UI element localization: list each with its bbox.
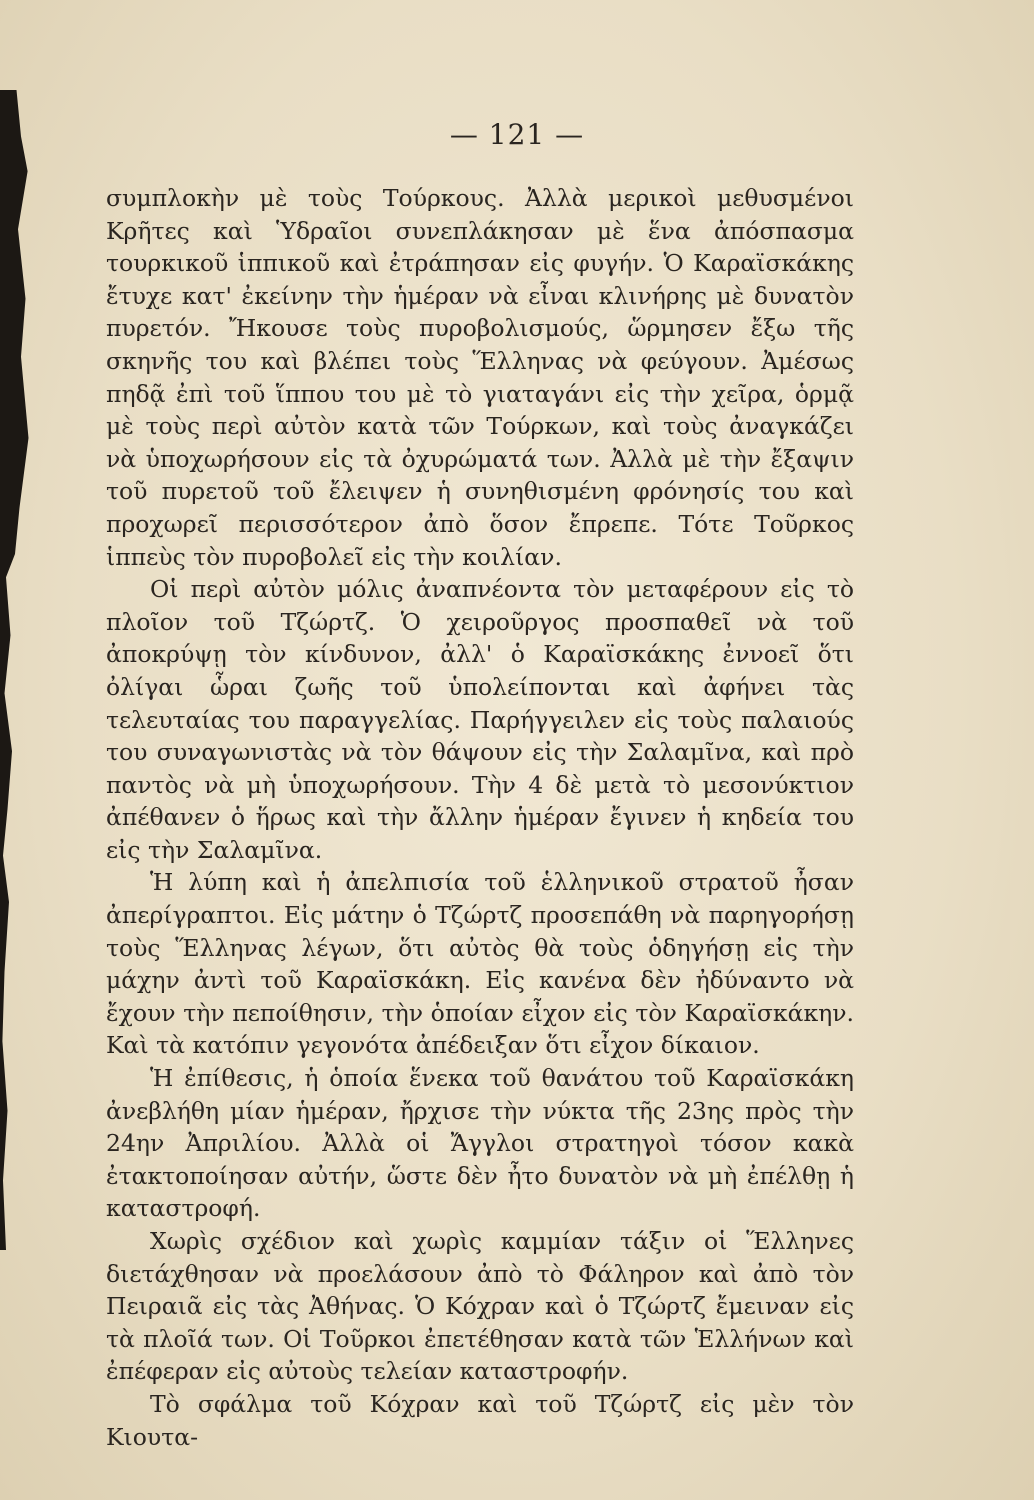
paragraph-2: Οἱ περὶ αὐτὸν μόλις ἀναπνέοντα τὸν μεταφέρουν εἰς τὸ πλοῖον τοῦ Τζώρτζ. Ὁ χειροῦργος προσπαθεῖ νὰ τοῦ ἀποκρύψῃ τὸν κίνδυνον, ἀλλ' ὁ Καραϊσκάκης ἐννοεῖ ὅτι ὀλίγαι ὧραι ζωῆς τοῦ ὑπολείπονται καὶ ἀφήνει τὰς τελευταίας του παραγγελίας. Παρήγγειλεν εἰς τοὺς παλαιούς του συναγωνιστὰς νὰ τὸν θάψουν εἰς τὴν Σαλαμῖνα, καὶ πρὸ παντὸς νὰ μὴ ὑποχωρήσουν. Τὴν 4 δὲ μετὰ τὸ μεσονύκτιον ἀπέθανεν ὁ ἥρως καὶ τὴν ἄλλην ἡμέραν ἔγινεν ἡ κηδεία του εἰς τὴν Σαλαμῖνα.	[106, 575, 854, 864]
body-text	[106, 182, 854, 1453]
paragraph-6: Τὸ σφάλμα τοῦ Κόχραν καὶ τοῦ Τζώρτζ εἰς μὲν τὸν Κιουτα-	[106, 1389, 854, 1451]
burned-page-edge	[0, 90, 30, 1250]
page-number: — 121 —	[449, 118, 585, 151]
paragraph-5: Χωρὶς σχέδιον καὶ χωρὶς καμμίαν τάξιν οἱ Ἕλληνες διετάχθησαν νὰ προελάσουν ἀπὸ τὸ Φάληρον καὶ ἀπὸ τὸν Πειραιᾶ εἰς τὰς Ἀθήνας. Ὁ Κόχραν καὶ ὁ Τζώρτζ ἔμειναν εἰς τὰ πλοῖά των. Οἱ Τοῦρκοι ἐπετέθησαν κατὰ τῶν Ἑλλήνων καὶ ἐπέφεραν εἰς αὐτοὺς τελείαν καταστροφήν.	[106, 1227, 854, 1386]
paragraph-3: Ἡ λύπη καὶ ἡ ἀπελπισία τοῦ ἑλληνικοῦ στρατοῦ ἦσαν ἀπερίγραπτοι. Εἰς μάτην ὁ Τζώρτζ προσεπάθη νὰ παρηγορήσῃ τοὺς Ἕλληνας λέγων, ὅτι αὐτὸς θὰ τοὺς ὁδηγήσῃ εἰς τὴν μάχην ἀντὶ τοῦ Καραϊσκάκη. Εἰς κανένα δὲν ἠδύναντο νὰ ἔχουν τὴν πεποίθησιν, τὴν ὁποίαν εἶχον εἰς τὸν Καραϊσκάκην. Καὶ τὰ κατόπιν γεγονότα ἀπέδειξαν ὅτι εἶχον δίκαιον.	[106, 868, 854, 1060]
paragraph-1: συμπλοκὴν μὲ τοὺς Τούρκους. Ἀλλὰ μερικοὶ μεθυσμένοι Κρῆτες καὶ Ὑδραῖοι συνεπλάκησαν μὲ ἕνα ἀπόσπασμα τουρκικοῦ ἱππικοῦ καὶ ἐτράπησαν εἰς φυγήν. Ὁ Καραϊσκάκης ἔτυχε κατ' ἐκείνην τὴν ἡμέραν νὰ εἶναι κλινήρης μὲ δυνατὸν πυρετόν. Ἤκουσε τοὺς πυροβολισμούς, ὥρμησεν ἔξω τῆς σκηνῆς του καὶ βλέπει τοὺς Ἕλληνας νὰ φεύγουν. Ἀμέσως πηδᾷ ἐπὶ τοῦ ἵππου του μὲ τὸ γιαταγάνι εἰς τὴν χεῖρα, ὁρμᾷ μὲ τοὺς περὶ αὐτὸν κατὰ τῶν Τούρκων, καὶ τοὺς ἀναγκάζει νὰ ὑποχωρήσουν εἰς τὰ ὀχυρώματά των. Ἀλλὰ μὲ τὴν ἔξαψιν τοῦ πυρετοῦ τοῦ ἔλειψεν ἡ συνηθισμένη φρόνησίς του καὶ προχωρεῖ περισσότερον ἀπὸ ὅσον ἔπρεπε. Τότε Τοῦρκος ἱππεὺς τὸν πυροβολεῖ εἰς τὴν κοιλίαν.	[106, 184, 854, 571]
paragraph-4: Ἡ ἐπίθεσις, ἡ ὁποία ἕνεκα τοῦ θανάτου τοῦ Καραϊσκάκη ἀνεβλήθη μίαν ἡμέραν, ἤρχισε τὴν νύκτα τῆς 23ης πρὸς τὴν 24ην Ἀπριλίου. Ἀλλὰ οἱ Ἄγγλοι στρατηγοὶ τόσον κακὰ ἐτακτοποίησαν αὐτήν, ὥστε δὲν ἦτο δυνατὸν νὰ μὴ ἐπέλθῃ ἡ καταστροφή.	[106, 1064, 854, 1223]
